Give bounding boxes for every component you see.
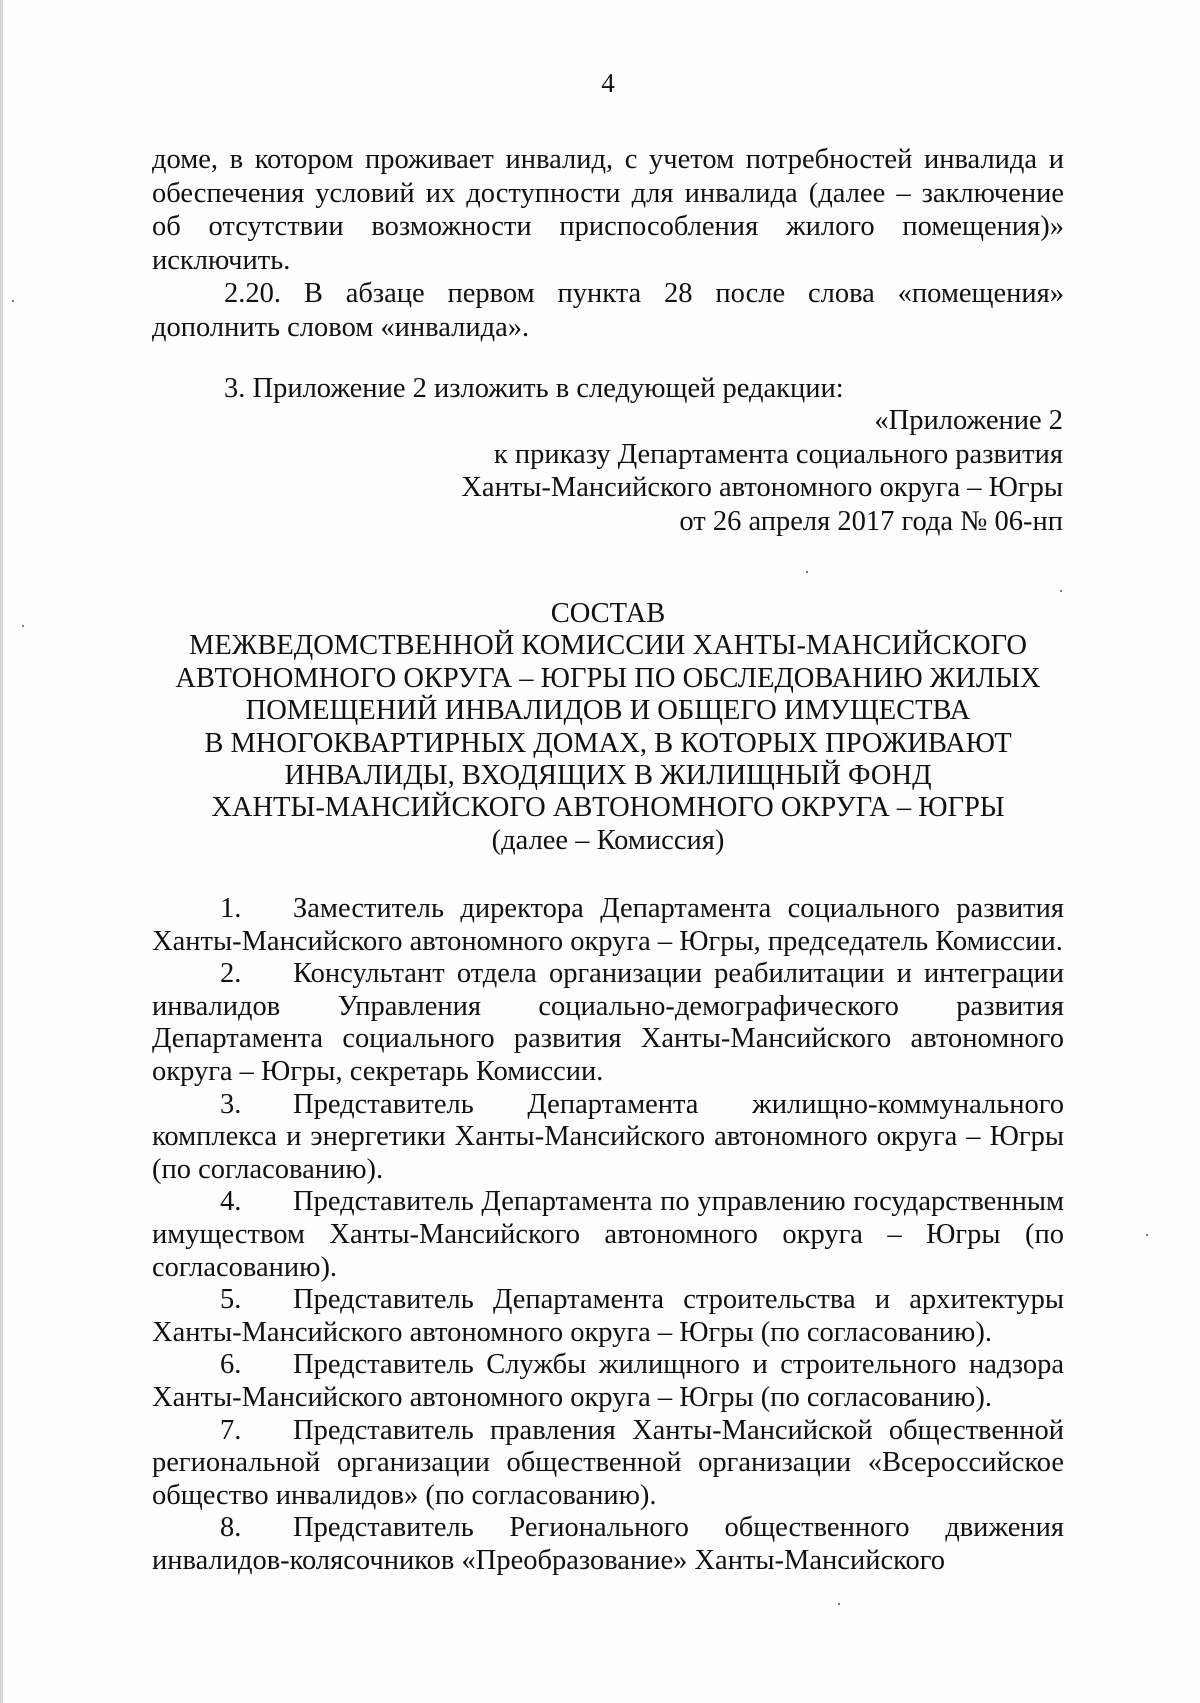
list-item-number: 7. [220, 1414, 242, 1446]
list-item-number: 2. [220, 958, 242, 990]
continuation-paragraph: доме, в котором проживает инвалид, с учетом потребностей инвалида и обеспечения условий их доступности для инвалида (далее – заключение об отсутствии возможности приспособления жилого помещения)» исключить. [152, 144, 1064, 276]
title-line: СОСТАВ [550, 598, 666, 629]
item-2-20-paragraph: 2.20. В абзаце первом пункта 28 после слова «помещения» дополнить словом «инвалида». [152, 278, 1064, 343]
scan-speck [806, 571, 808, 573]
list-item-text: Заместитель директора Департамента социального развития Ханты-Мансийского автономного округа – Югры, председатель Комиссии. [152, 893, 1064, 957]
title-line: В МНОГОКВАРТИРНЫХ ДОМАХ, В КОТОРЫХ ПРОЖИВАЮТ [204, 727, 1012, 759]
item-3-paragraph: 3. Приложение 2 изложить в следующей редакции: [224, 373, 844, 404]
appendix-line: к приказу Департамента социального развития [493, 438, 1063, 470]
list-item [152, 1284, 1064, 1349]
title-line: ПОМЕЩЕНИЙ ИНВАЛИДОВ И ОБЩЕГО ИМУЩЕСТВА [245, 695, 971, 727]
scan-speck [1060, 590, 1062, 592]
list-item [152, 1186, 1064, 1284]
appendix-header [461, 404, 1063, 538]
page-number: 4 [601, 68, 615, 98]
title-line: АВТОНОМНОГО ОКРУГА – ЮГРЫ ПО ОБСЛЕДОВАНИЮ ЖИЛЫХ [175, 662, 1041, 694]
scan-speck [1146, 1234, 1148, 1236]
appendix-line: Ханты-Мансийского автономного округа – Югры [461, 472, 1063, 503]
list-item-number: 8. [220, 1512, 242, 1544]
list-item [152, 1349, 1064, 1414]
list-item [152, 1089, 1064, 1187]
appendix-line: «Приложение 2 [874, 405, 1063, 436]
list-item-text: Представитель Регионального общественного движения инвалидов-колясочников «Преобразование» Ханты-Мансийского [152, 1512, 1064, 1576]
members-list [152, 893, 1064, 1577]
list-item [152, 1415, 1064, 1513]
scan-speck [22, 625, 24, 627]
title-line: ИНВАЛИДЫ, ВХОДЯЩИХ В ЖИЛИЩНЫЙ ФОНД [284, 760, 932, 792]
title-subline: (далее – Комиссия) [491, 824, 725, 856]
list-item-text: Представитель Департамента строительства и архитектуры Ханты-Мансийского автономного округа – Югры (по согласованию). [152, 1284, 1064, 1348]
title-line: ХАНТЫ-МАНСИЙСКОГО АВТОНОМНОГО ОКРУГА – ЮГРЫ [211, 792, 1005, 824]
list-item [152, 958, 1064, 1088]
list-item-text: Представитель Департамента по управлению государственным имуществом Ханты-Мансийского автономного округа – Югры (по согласованию). [152, 1186, 1064, 1283]
list-item-text: Консультант отдела организации реабилитации и интеграции инвалидов Управления социально-демографического развития Департамента социального развития Ханты-Мансийского автономного округа – Югры, секретарь Комиссии. [152, 958, 1064, 1087]
list-item-text: Представитель Службы жилищного и строительного надзора Ханты-Мансийского автономного округа – Югры (по согласованию). [152, 1349, 1064, 1413]
scan-speck [12, 300, 14, 302]
scan-edge [0, 0, 3, 1703]
list-item-text: Представитель Департамента жилищно-коммунального комплекса и энергетики Ханты-Мансийского автономного округа – Югры (по согласованию). [152, 1088, 1064, 1185]
list-item-number: 3. [220, 1088, 242, 1120]
list-item-number: 5. [220, 1284, 242, 1316]
appendix-line: от 26 апреля 2017 года № 06-нп [679, 505, 1063, 537]
scan-speck [838, 1603, 840, 1605]
list-item-number: 4. [220, 1186, 242, 1218]
list-item-number: 6. [220, 1349, 242, 1381]
list-item [152, 1512, 1064, 1577]
title-line: МЕЖВЕДОМСТВЕННОЙ КОМИССИИ ХАНТЫ-МАНСИЙСКОГО [189, 630, 1027, 662]
list-item-number: 1. [220, 893, 242, 924]
list-item-text: Представитель правления Ханты-Мансийской общественной региональной организации общественной организации «Всероссийское общество инвалидов» (по согласованию). [152, 1414, 1064, 1511]
list-item [152, 893, 1064, 958]
document-title [150, 598, 1066, 857]
item-3-block [152, 372, 1064, 406]
continuation-block [152, 143, 1064, 344]
